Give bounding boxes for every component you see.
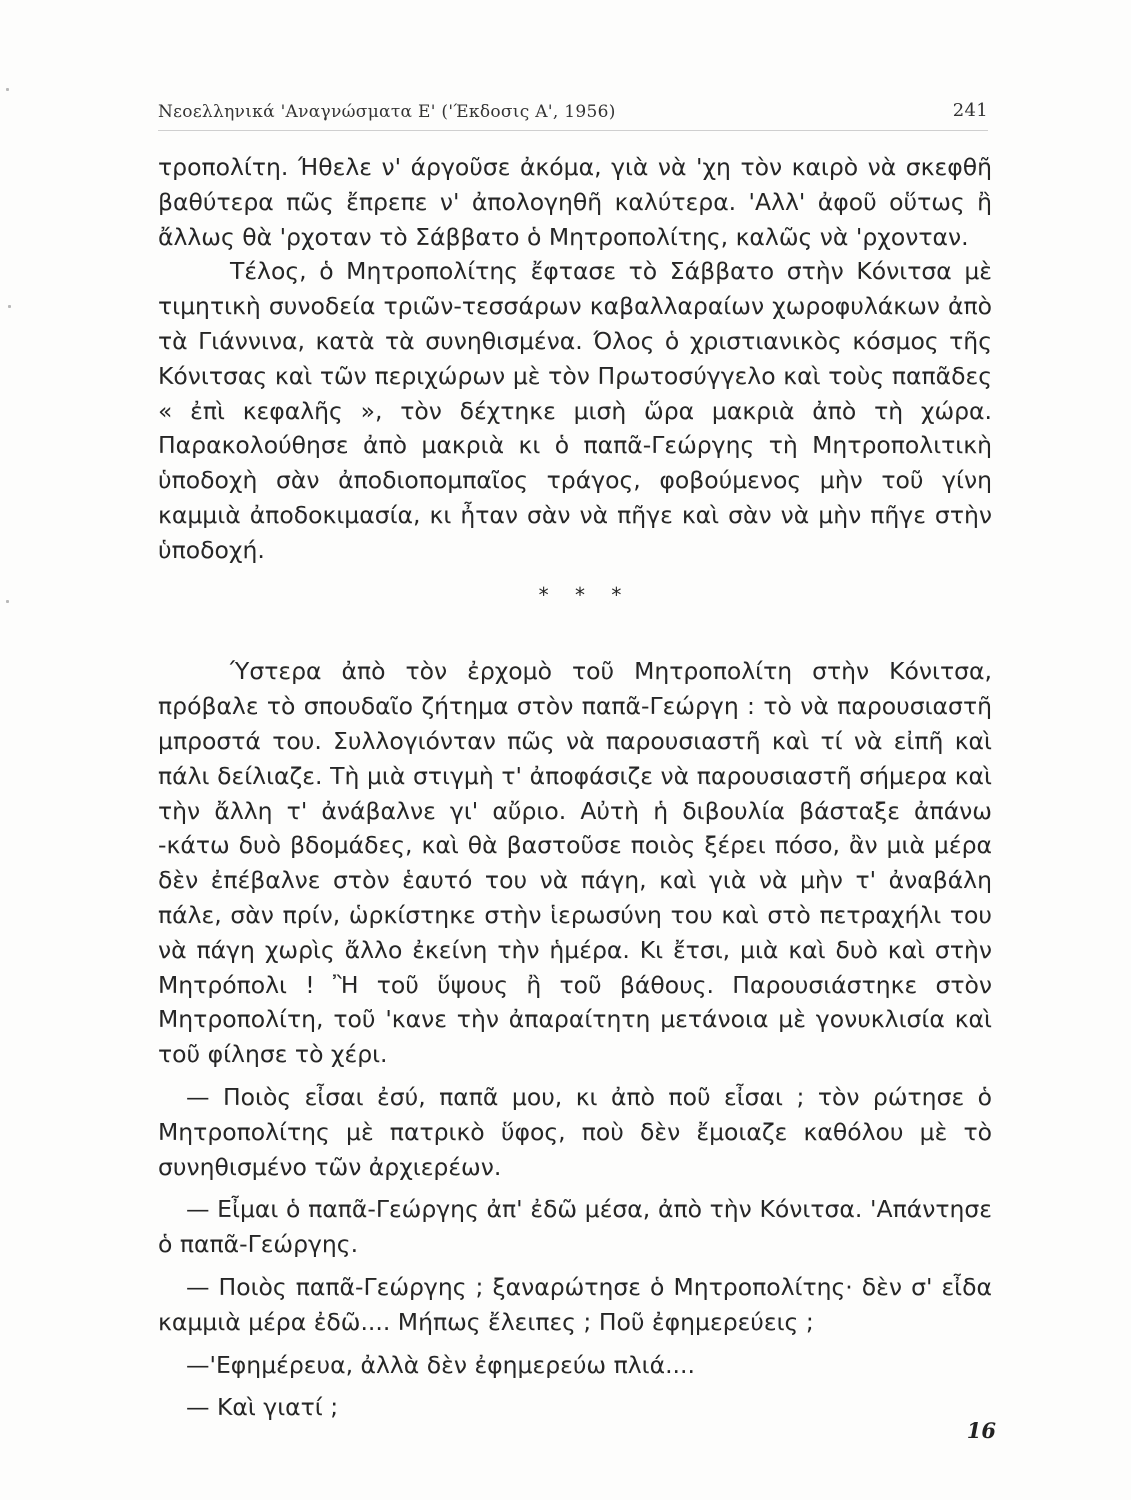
paragraph: Ύστερα ἀπὸ τὸν ἐρχομὸ τοῦ Μητροπολίτη στὴν Κόνιτσα, πρόβαλε τὸ σπουδαῖο ζήτημα στὸν παπᾶ-Γεώργη : τὸ νὰ παρουσιαστῆ μπροστά του. Συλλογιόνταν πῶς νὰ παρουσιαστῆ καὶ τί νὰ εἰπῆ καὶ πάλι δείλιαζε. Τὴ μιὰ στιγμὴ τ' ἀποφάσιζε νὰ παρουσιαστῆ σήμερα καὶ τὴν ἄλλη τ' ἀνάβαλνε γι' αὔριο. Αὐτὴ ἡ διβουλία βάσταξε ἀπάνω -κάτω δυὸ βδομάδες, καὶ θὰ βαστοῦσε ποιὸς ξέρει πόσο, ἂν μιὰ μέρα δὲν ἐπέβαλνε στὸν ἑαυτό του νὰ πάγη, καὶ γιὰ νὰ μὴν τ' ἀναβάλη πάλε, σὰν πρίν, ὡρκίστηκε στὴν ἱερωσύνη του καὶ στὸ πετραχήλι του νὰ πάγη χωρὶς ἄλλο ἐκείνη τὴν ἡμέρα. Κι ἔτσι, μιὰ καὶ δυὸ καὶ στὴν Μητρόπολι ! Ἢ τοῦ ὕψους ἢ τοῦ βάθους. Παρουσιάστηκε στὸν Μητροπολίτη, τοῦ 'κανε τὴν ἀπαραίτητη μετάνοια μὲ γονυκλισία καὶ τοῦ φίλησε τὸ χέρι.: [158, 657, 992, 1069]
dialogue-line: — Ποιὸς εἶσαι ἐσύ, παπᾶ μου, κι ἀπὸ ποῦ εἶσαι ; τὸν ρώτησε ὁ Μητροπολίτης μὲ πατρικὸ ὕφος, ποὺ δὲν ἔμοιαζε καθόλου μὲ τὸ συνηθισμένο τῶν ἀρχιερέων.: [158, 1082, 992, 1181]
dialogue-line: — Καὶ γιατί ;: [186, 1393, 339, 1422]
page-header: [158, 100, 988, 132]
dialogue-line: —'Εφημέρευα, ἀλλὰ δὲν ἐφημερεύω πλιά....: [186, 1350, 695, 1379]
paragraph: Τέλος, ὁ Μητροπολίτης ἔφτασε τὸ Σάββατο στὴν Κόνιτσα μὲ τιμητικὴ συνοδεία τριῶν-τεσσάρων καβαλλαραίων χωροφυλάκων ἀπὸ τὰ Γιάννινα, κατὰ τὰ συνηθισμένα. Όλος ὁ χριστιανικὸς κόσμος τῆς Κόνιτσας καὶ τῶν περιχώρων μὲ τὸν Πρωτοσύγγελο καὶ τοὺς παπᾶδες « ἐπὶ κεφαλῆς », τὸν δέχτηκε μισὴ ὥρα μακριὰ ἀπὸ τὴ χώρα. Παρακολούθησε ἀπὸ μακριὰ κι ὁ παπᾶ-Γεώργης τὴ Μητροπολιτικὴ ὑποδοχὴ σὰν ἀποδιοπομπαῖος τράγος, φοβούμενος μὴν τοῦ γίνη καμμιὰ ἀποδοκιμασία, κι ἦταν σὰν νὰ πῆγε καὶ σὰν νὰ μὴν πῆγε στὴν ὑποδοχή.: [158, 257, 992, 564]
dialogue-line: — Εἶμαι ὁ παπᾶ-Γεώργης ἀπ' ἐδῶ μέσα, ἀπὸ τὴν Κόνιτσα. 'Απάντησε ὁ παπᾶ-Γεώργης.: [158, 1195, 992, 1259]
scan-speck: [6, 600, 9, 603]
dialogue-line: — Ποιὸς παπᾶ-Γεώργης ; ξαναρώτησε ὁ Μητροπολίτης· δὲν σ' εἶδα καμμιὰ μέρα ἐδῶ.... Μήπως ἔλειπες ; Ποῦ ἐφημερεύεις ;: [158, 1272, 992, 1336]
page-number: 241: [952, 100, 988, 121]
running-head: Νεοελληνικά 'Αναγνώσματα Ε' ('Έκδοσις Α', 1956): [158, 102, 616, 122]
header-rule: [158, 130, 988, 131]
paragraph: τροπολίτη. Ήθελε ν' άργοῦσε ἀκόμα, γιὰ νὰ 'χη τὸν καιρὸ νὰ σκεφθῆ βαθύτερα πῶς ἔπρεπε ν' ἀπολογηθῆ καλύτερα. 'Αλλ' ἀφοῦ οὕτως ἢ ἄλλως θὰ 'ρχοταν τὸ Σάββατο ὁ Μητροπολίτης, καλῶς νὰ 'ρχονταν.: [158, 153, 992, 251]
signature-mark: 16: [966, 1418, 996, 1443]
body-text: [158, 150, 992, 1425]
scan-speck: [8, 305, 11, 308]
section-separator: * * *: [538, 582, 632, 607]
scan-speck: [6, 88, 9, 91]
